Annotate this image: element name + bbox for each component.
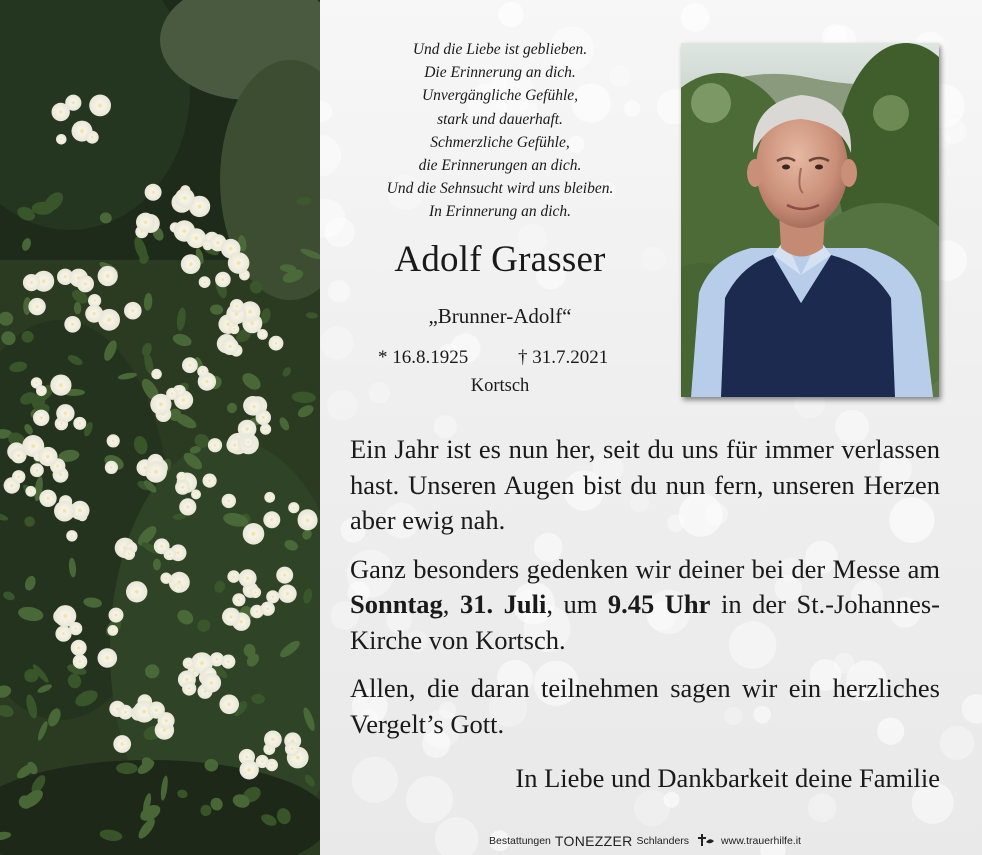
poem-line: Und die Liebe ist geblieben.	[412, 41, 588, 58]
mass-text: in der St.-Johannes-Kirche von Kortsch.	[350, 589, 940, 655]
portrait-image	[681, 43, 939, 397]
birth-date: * 16.8.1925	[378, 347, 469, 368]
death-date: † 31.7.2021	[518, 347, 609, 368]
funeral-home-footer	[350, 830, 940, 852]
deceased-name: Adolf Grasser	[394, 239, 606, 280]
mass-separator: ,	[442, 589, 460, 619]
poem-line: Und die Sehnsucht wird uns bleiben.	[386, 180, 614, 198]
poem-line: stark und dauerhaft.	[437, 110, 563, 128]
mass-text: , um	[546, 589, 608, 619]
mass-day: Sonntag	[350, 589, 443, 619]
footer-website: www.trauerhilfe.it	[721, 835, 801, 847]
flower-photo	[0, 0, 320, 855]
deceased-nickname: „Brunner-Adolf“	[428, 304, 572, 328]
paragraph-thanks: Allen, die daran teilnehmen sagen wir ein herzliches Vergelt’s Gott.	[350, 673, 940, 739]
poem	[320, 38, 680, 224]
hometown: Kortsch	[470, 376, 530, 396]
cross-hand-icon	[697, 833, 715, 850]
poem-line: die Erinnerungen an dich.	[418, 157, 582, 175]
right-panel	[320, 0, 982, 855]
poem-line: Schmerzliche Gefühle,	[430, 133, 570, 151]
paragraph-remembrance: Ein Jahr ist es nun her, seit du uns für immer verlassen hast. Unseren Augen bist du nun fern, unseren Herzen aber ewig nah.	[350, 434, 940, 535]
mass-date: 31. Juli	[459, 589, 547, 619]
footer-brand: TONEZZER	[554, 833, 633, 849]
poem-line: Unvergängliche Gefühle,	[421, 87, 579, 105]
paragraph-mass	[350, 552, 940, 659]
portrait-photo	[681, 43, 939, 397]
mass-text: Ganz besonders gedenken wir deiner bei der Messe am	[350, 553, 940, 584]
mass-time: 9.45 Uhr	[607, 589, 711, 619]
poem-line: Die Erinnerung an dich.	[424, 64, 576, 82]
footer-location: Schlanders	[636, 835, 690, 847]
flower-bush-image	[0, 0, 320, 855]
footer-prefix: Bestattungen	[489, 835, 551, 847]
family-signoff: In Liebe und Dankbarkeit deine Familie	[515, 763, 940, 793]
poem-line: In Erinnerung an dich.	[428, 203, 572, 221]
message-body	[350, 432, 940, 755]
